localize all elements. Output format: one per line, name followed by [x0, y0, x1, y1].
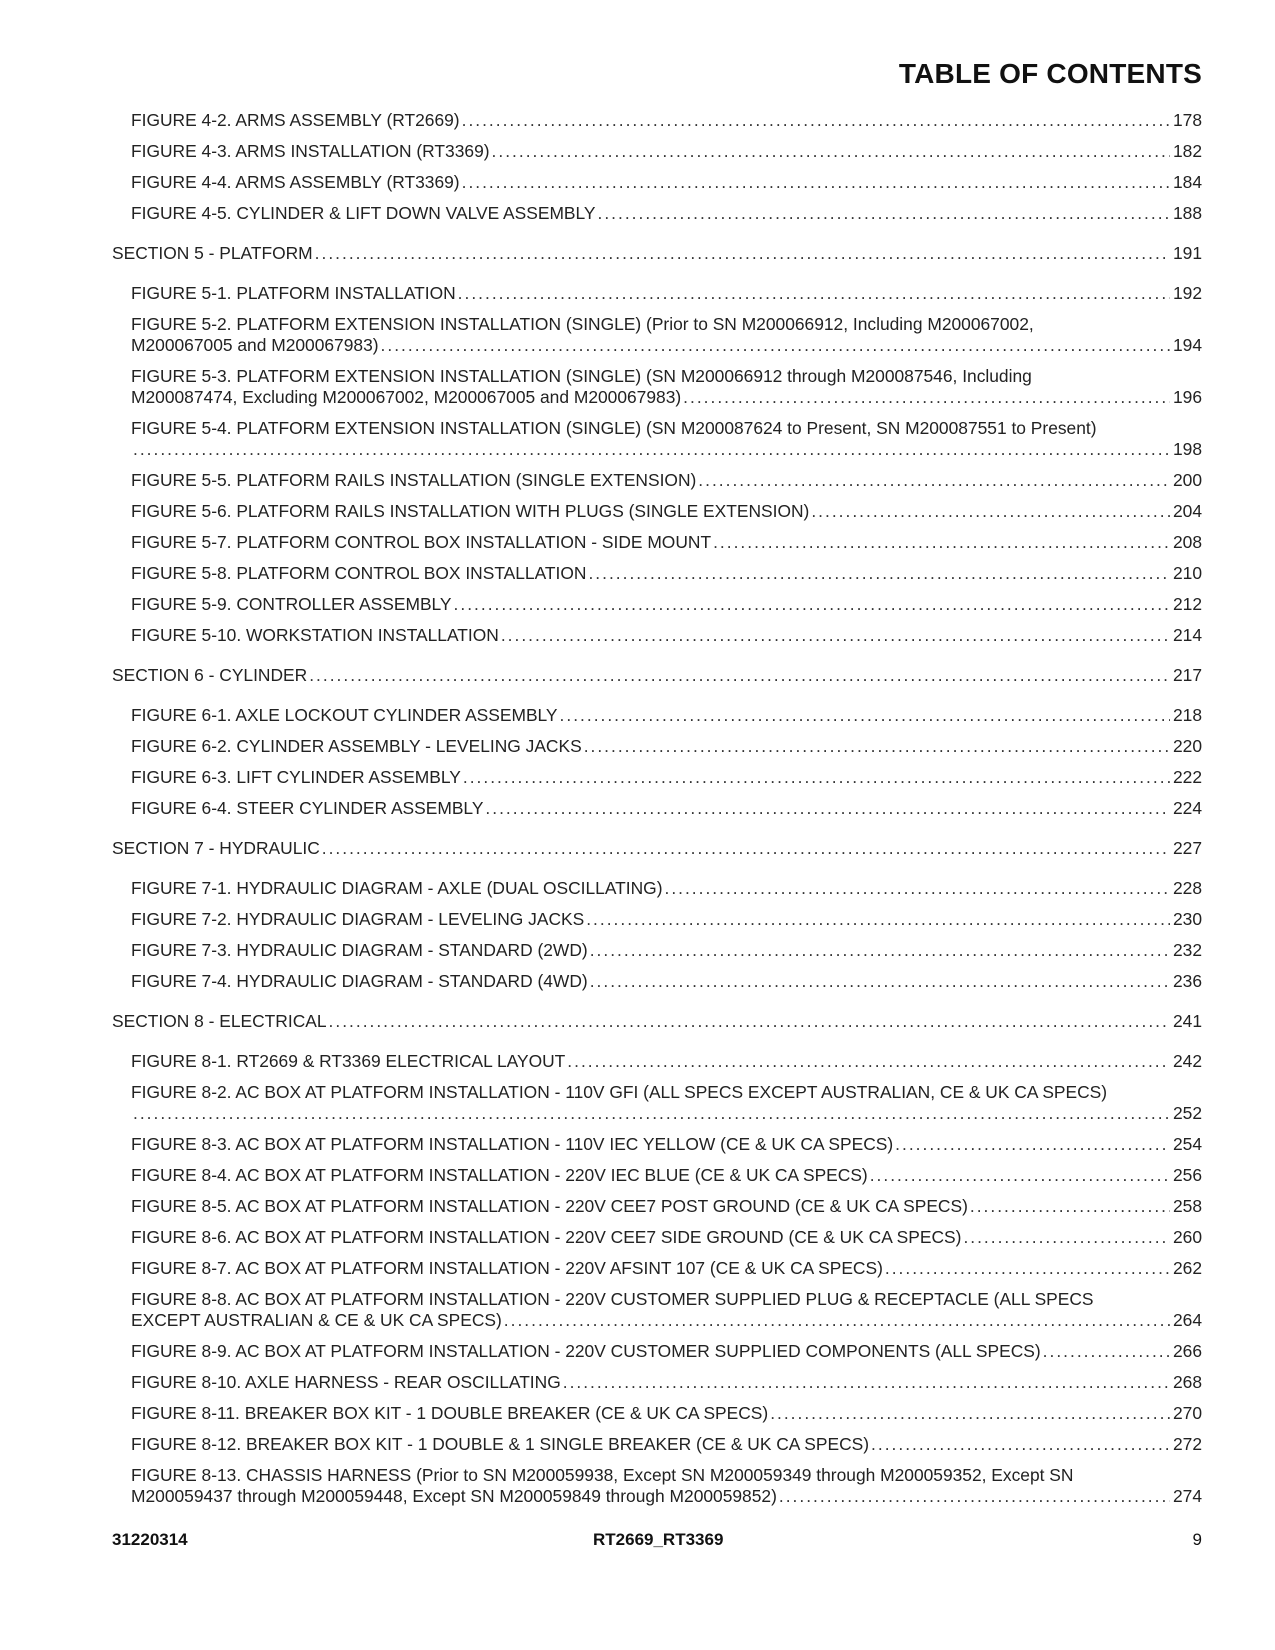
toc-entry-title: FIGURE 6-2. CYLINDER ASSEMBLY - LEVELING JACKS [131, 736, 582, 756]
toc-entry-title-line: FIGURE 8-8. AC BOX AT PLATFORM INSTALLATION - 220V CUSTOMER SUPPLIED PLUG & RECEPTACLE (ALL SPECS [131, 1289, 1094, 1309]
toc-page-number: 220 [1172, 736, 1202, 756]
toc-figure-entry[interactable] [131, 625, 1202, 646]
toc-page-number: 254 [1172, 1134, 1202, 1154]
toc-figure-entry[interactable] [131, 563, 1202, 584]
toc-figure-entry[interactable] [131, 283, 1202, 304]
toc-figure-entry[interactable] [131, 798, 1202, 819]
dot-leader [770, 1403, 1170, 1424]
dot-leader [963, 1227, 1170, 1248]
page-title: TABLE OF CONTENTS [898, 58, 1202, 89]
toc-page-number: 232 [1172, 940, 1202, 960]
toc-entry-title: SECTION 5 - PLATFORM [112, 243, 313, 263]
dot-leader [567, 1051, 1170, 1072]
dot-leader [309, 665, 1170, 686]
dot-leader [683, 387, 1170, 408]
toc-entry-title: M200067005 and M200067983) [131, 335, 379, 355]
toc-entry-title: FIGURE 7-4. HYDRAULIC DIAGRAM - STANDARD (4WD) [131, 971, 588, 991]
toc-page-number: 258 [1172, 1196, 1202, 1216]
dot-leader [586, 909, 1170, 930]
toc-figure-entry[interactable] [131, 314, 1202, 356]
toc-page-number: 262 [1172, 1258, 1202, 1278]
toc-entry-title: EXCEPT AUSTRALIAN & CE & UK CA SPECS) [131, 1310, 502, 1330]
toc-entry-title: FIGURE 8-5. AC BOX AT PLATFORM INSTALLATION - 220V CEE7 POST GROUND (CE & UK CA SPECS) [131, 1196, 968, 1216]
toc-entry-title: FIGURE 7-1. HYDRAULIC DIAGRAM - AXLE (DUAL OSCILLATING) [131, 878, 663, 898]
toc-figure-entry[interactable] [131, 501, 1202, 522]
toc-section-entry[interactable] [112, 665, 1202, 686]
dot-leader [501, 625, 1170, 646]
toc-entry-title: FIGURE 8-7. AC BOX AT PLATFORM INSTALLATION - 220V AFSINT 107 (CE & UK CA SPECS) [131, 1258, 883, 1278]
dot-leader [588, 563, 1170, 584]
toc-figure-entry[interactable] [131, 1082, 1202, 1124]
toc-figure-entry[interactable] [131, 1134, 1202, 1155]
toc-page-number: 228 [1172, 878, 1202, 898]
page-number: 9 [1192, 1530, 1202, 1549]
toc-page-number: 241 [1172, 1011, 1202, 1031]
toc-figure-entry[interactable] [131, 1258, 1202, 1279]
dot-leader [779, 1486, 1170, 1507]
toc-entry-title: FIGURE 6-4. STEER CYLINDER ASSEMBLY [131, 798, 484, 818]
toc-entry-title: FIGURE 8-4. AC BOX AT PLATFORM INSTALLATION - 220V IEC BLUE (CE & UK CA SPECS) [131, 1165, 868, 1185]
toc-entry-title-line: FIGURE 5-2. PLATFORM EXTENSION INSTALLATION (SINGLE) (Prior to SN M200066912, Including M200067002, [131, 314, 1034, 334]
dot-leader [329, 1011, 1170, 1032]
dot-leader [133, 1103, 1170, 1124]
dot-leader [454, 594, 1170, 615]
toc-page-number: 210 [1172, 563, 1202, 583]
toc-entry-title: FIGURE 6-1. AXLE LOCKOUT CYLINDER ASSEMBLY [131, 705, 558, 725]
toc-page-number: 200 [1172, 470, 1202, 490]
dot-leader [315, 243, 1170, 264]
toc-page-number: 272 [1172, 1434, 1202, 1454]
toc-page-number: 264 [1172, 1310, 1202, 1330]
toc-page-number: 266 [1172, 1341, 1202, 1361]
toc-figure-entry[interactable] [131, 1434, 1202, 1455]
toc-figure-entry[interactable] [131, 1341, 1202, 1362]
dot-leader [462, 172, 1170, 193]
dot-leader [381, 335, 1170, 356]
toc-page-number: 184 [1172, 172, 1202, 192]
dot-leader [970, 1196, 1170, 1217]
dot-leader [713, 532, 1170, 553]
toc-page-number: 204 [1172, 501, 1202, 521]
toc-figure-entry[interactable] [131, 909, 1202, 930]
toc-entry-title: FIGURE 8-11. BREAKER BOX KIT - 1 DOUBLE BREAKER (CE & UK CA SPECS) [131, 1403, 769, 1423]
dot-leader [458, 283, 1170, 304]
toc-figure-entry[interactable] [131, 705, 1202, 726]
toc-entry-title: FIGURE 4-5. CYLINDER & LIFT DOWN VALVE ASSEMBLY [131, 203, 596, 223]
dot-leader [698, 470, 1170, 491]
dot-leader [870, 1165, 1170, 1186]
toc-entry-title: FIGURE 5-9. CONTROLLER ASSEMBLY [131, 594, 452, 614]
toc-section-entry[interactable] [112, 243, 1202, 264]
toc-page-number: 191 [1172, 243, 1202, 263]
toc-page-number: 188 [1172, 203, 1202, 223]
toc-entry-title: FIGURE 8-9. AC BOX AT PLATFORM INSTALLATION - 220V CUSTOMER SUPPLIED COMPONENTS (ALL SPECS) [131, 1341, 1041, 1361]
dot-leader [322, 838, 1170, 859]
toc-entry-title: FIGURE 5-7. PLATFORM CONTROL BOX INSTALLATION - SIDE MOUNT [131, 532, 712, 552]
toc-entry-title-line: FIGURE 5-3. PLATFORM EXTENSION INSTALLATION (SINGLE) (SN M200066912 through M200087546, Including [131, 366, 1032, 386]
toc-entry-title: FIGURE 8-1. RT2669 & RT3369 ELECTRICAL LAYOUT [131, 1051, 566, 1071]
toc-figure-entry[interactable] [131, 878, 1202, 899]
toc-figure-entry[interactable] [131, 1289, 1202, 1331]
toc-page-number: 227 [1172, 838, 1202, 858]
dot-leader [560, 705, 1170, 726]
toc-entry-title: SECTION 7 - HYDRAULIC [112, 838, 320, 858]
toc-page-number: 218 [1172, 705, 1202, 725]
toc-page-number: 224 [1172, 798, 1202, 818]
toc-entry-title-line: FIGURE 5-4. PLATFORM EXTENSION INSTALLATION (SINGLE) (SN M200087624 to Present, SN M200087551 to Present) [131, 418, 1097, 438]
toc-page-number: 222 [1172, 767, 1202, 787]
toc-figure-entry[interactable] [131, 971, 1202, 992]
toc-entry-title: FIGURE 8-12. BREAKER BOX KIT - 1 DOUBLE & 1 SINGLE BREAKER (CE & UK CA SPECS) [131, 1434, 870, 1454]
dot-leader [462, 110, 1170, 131]
toc-page-number: 214 [1172, 625, 1202, 645]
toc-page-number: 182 [1172, 141, 1202, 161]
toc-entry-title: FIGURE 4-2. ARMS ASSEMBLY (RT2669) [131, 110, 460, 130]
toc-figure-entry[interactable] [131, 532, 1202, 553]
toc-page-number: 194 [1172, 335, 1202, 355]
toc-page-number: 208 [1172, 532, 1202, 552]
toc-page-number: 270 [1172, 1403, 1202, 1423]
document-number: 31220314 [112, 1530, 188, 1549]
toc-figure-entry[interactable] [131, 172, 1202, 193]
toc-figure-entry[interactable] [131, 1196, 1202, 1217]
dot-leader [590, 971, 1170, 992]
dot-leader [885, 1258, 1170, 1279]
model-name: RT2669_RT3369 [593, 1530, 724, 1549]
toc-entry-title: FIGURE 8-6. AC BOX AT PLATFORM INSTALLATION - 220V CEE7 SIDE GROUND (CE & UK CA SPECS) [131, 1227, 962, 1247]
toc-page-number: 217 [1172, 665, 1202, 685]
toc-page-number: 178 [1172, 110, 1202, 130]
dot-leader [664, 878, 1170, 899]
toc-figure-entry[interactable] [131, 1465, 1202, 1507]
toc-figure-entry[interactable] [131, 366, 1202, 408]
toc-entry-title: FIGURE 7-3. HYDRAULIC DIAGRAM - STANDARD (2WD) [131, 940, 588, 960]
dot-leader [895, 1134, 1170, 1155]
toc-entry-title: FIGURE 5-6. PLATFORM RAILS INSTALLATION WITH PLUGS (SINGLE EXTENSION) [131, 501, 810, 521]
toc-entry-title: FIGURE 7-2. HYDRAULIC DIAGRAM - LEVELING JACKS [131, 909, 585, 929]
dot-leader [1043, 1341, 1170, 1362]
toc-page-number: 252 [1172, 1103, 1202, 1123]
toc-entry-title: FIGURE 5-5. PLATFORM RAILS INSTALLATION (SINGLE EXTENSION) [131, 470, 697, 490]
toc-entry-title: M200087474, Excluding M200067002, M200067005 and M200067983) [131, 387, 682, 407]
toc-figure-entry[interactable] [131, 418, 1202, 460]
toc-section-entry[interactable] [112, 1011, 1202, 1032]
toc-entry-title: FIGURE 5-8. PLATFORM CONTROL BOX INSTALLATION [131, 563, 587, 583]
dot-leader [590, 940, 1170, 961]
toc-section-entry[interactable] [112, 838, 1202, 859]
dot-leader [811, 501, 1170, 522]
dot-leader [598, 203, 1170, 224]
toc-figure-entry[interactable] [131, 110, 1202, 131]
toc-entry-title: FIGURE 4-3. ARMS INSTALLATION (RT3369) [131, 141, 490, 161]
toc-figure-entry[interactable] [131, 203, 1202, 224]
toc-figure-entry[interactable] [131, 1372, 1202, 1393]
toc-entry-title: FIGURE 5-1. PLATFORM INSTALLATION [131, 283, 456, 303]
toc-page-number: 268 [1172, 1372, 1202, 1392]
toc-page-number: 256 [1172, 1165, 1202, 1185]
toc-page-number: 274 [1172, 1486, 1202, 1506]
toc-page-number: 196 [1172, 387, 1202, 407]
dot-leader [584, 736, 1170, 757]
toc-page-number: 198 [1172, 439, 1202, 459]
toc-figure-entry[interactable] [131, 940, 1202, 961]
toc-figure-entry[interactable] [131, 1227, 1202, 1248]
toc-entry-title: FIGURE 8-3. AC BOX AT PLATFORM INSTALLATION - 110V IEC YELLOW (CE & UK CA SPECS) [131, 1134, 894, 1154]
toc-page-number: 260 [1172, 1227, 1202, 1247]
toc-figure-entry[interactable] [131, 767, 1202, 788]
toc-entry-title: FIGURE 4-4. ARMS ASSEMBLY (RT3369) [131, 172, 460, 192]
dot-leader [485, 798, 1170, 819]
toc-entry-title-line: FIGURE 8-2. AC BOX AT PLATFORM INSTALLATION - 110V GFI (ALL SPECS EXCEPT AUSTRALIAN, CE & UK CA SPECS) [131, 1082, 1108, 1102]
dot-leader [133, 439, 1170, 460]
dot-leader [563, 1372, 1170, 1393]
dot-leader [504, 1310, 1170, 1331]
toc-entry-title: SECTION 8 - ELECTRICAL [112, 1011, 327, 1031]
toc-entry-title: M200059437 through M200059448, Except SN M200059849 through M200059852) [131, 1486, 777, 1506]
toc-figure-entry[interactable] [131, 736, 1202, 757]
toc-entry-title-line: FIGURE 8-13. CHASSIS HARNESS (Prior to SN M200059938, Except SN M200059349 through M200059352, Except SN [131, 1465, 1074, 1485]
toc-page-number: 230 [1172, 909, 1202, 929]
toc-figure-entry[interactable] [131, 1403, 1202, 1424]
toc-page-number: 192 [1172, 283, 1202, 303]
table-of-contents [0, 110, 1275, 1507]
toc-page-number: 236 [1172, 971, 1202, 991]
dot-leader [871, 1434, 1170, 1455]
toc-figure-entry[interactable] [131, 470, 1202, 491]
toc-figure-entry[interactable] [131, 594, 1202, 615]
toc-figure-entry[interactable] [131, 1165, 1202, 1186]
toc-page-number: 212 [1172, 594, 1202, 614]
toc-entry-title: FIGURE 6-3. LIFT CYLINDER ASSEMBLY [131, 767, 461, 787]
toc-page-number: 242 [1172, 1051, 1202, 1071]
toc-entry-title: FIGURE 8-10. AXLE HARNESS - REAR OSCILLATING [131, 1372, 561, 1392]
toc-entry-title: SECTION 6 - CYLINDER [112, 665, 308, 685]
toc-figure-entry[interactable] [131, 1051, 1202, 1072]
dot-leader [463, 767, 1170, 788]
dot-leader [492, 141, 1170, 162]
toc-figure-entry[interactable] [131, 141, 1202, 162]
toc-entry-title: FIGURE 5-10. WORKSTATION INSTALLATION [131, 625, 499, 645]
